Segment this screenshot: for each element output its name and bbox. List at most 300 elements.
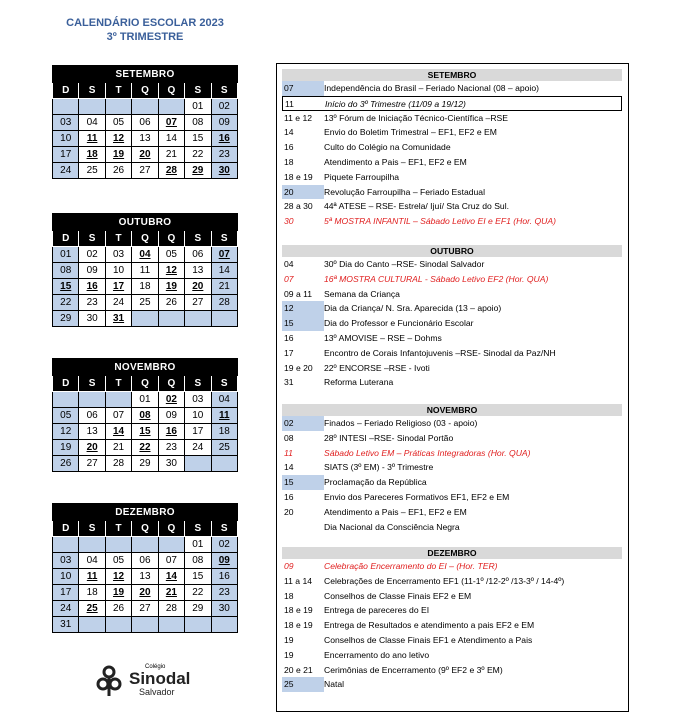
event-date: 18 e 19 bbox=[284, 620, 313, 631]
event-date bbox=[282, 520, 324, 535]
calendar-day: 25 bbox=[79, 163, 105, 179]
calendar-day: 12 bbox=[53, 424, 79, 440]
weekday-header: S bbox=[79, 376, 105, 392]
empty-cell bbox=[158, 537, 184, 553]
weekday-header: T bbox=[105, 376, 131, 392]
calendar-day: 27 bbox=[79, 456, 105, 472]
empty-cell bbox=[185, 617, 211, 633]
event-row bbox=[282, 475, 622, 490]
calendar-novembro bbox=[52, 358, 238, 472]
calendar-day: 27 bbox=[132, 601, 158, 617]
calendar-day: 08 bbox=[185, 115, 211, 131]
empty-cell bbox=[132, 617, 158, 633]
empty-cell bbox=[158, 311, 184, 327]
calendar-title bbox=[60, 16, 230, 44]
events-novembro bbox=[282, 404, 622, 534]
calendar-day: 10 bbox=[105, 263, 131, 279]
event-text: Dia da Criança/ N. Sra. Aparecida (13 – apoio) bbox=[324, 303, 502, 314]
event-row bbox=[282, 170, 622, 185]
empty-cell bbox=[211, 617, 237, 633]
event-row bbox=[282, 677, 622, 692]
empty-cell bbox=[105, 392, 131, 408]
calendar-day: 05 bbox=[53, 408, 79, 424]
event-date: 19 bbox=[284, 634, 294, 645]
event-row bbox=[282, 185, 622, 200]
events-section-header: NOVEMBRO bbox=[282, 404, 622, 416]
event-row bbox=[282, 574, 622, 589]
weekday-header: Q bbox=[132, 83, 158, 99]
event-date: 25 bbox=[282, 677, 324, 692]
event-row bbox=[282, 272, 622, 287]
event-text: Natal bbox=[324, 679, 345, 690]
event-date: 04 bbox=[284, 259, 294, 269]
weekday-header: Q bbox=[132, 521, 158, 537]
event-date: 20 bbox=[284, 506, 294, 517]
event-row bbox=[282, 81, 622, 96]
event-date: 07 bbox=[282, 81, 324, 96]
weekday-header: T bbox=[105, 521, 131, 537]
calendar-day: 20 bbox=[132, 585, 158, 601]
event-text: Cerimônias de Encerramento (9º EF2 e 3º EM) bbox=[324, 664, 503, 675]
weekday-header: D bbox=[53, 231, 79, 247]
logo-city: Salvador bbox=[139, 687, 175, 697]
calendar-day: 29 bbox=[53, 311, 79, 327]
calendar-day: 16 bbox=[158, 424, 184, 440]
calendar-day: 14 bbox=[158, 131, 184, 147]
weekday-header: S bbox=[185, 521, 211, 537]
event-text: Início do 3º Trimestre (11/09 a 19/12) bbox=[325, 98, 466, 109]
event-text: Conselhos de Classe Finais EF1 e Atendimento a Pais bbox=[324, 634, 533, 645]
calendar-day: 26 bbox=[105, 601, 131, 617]
calendar-setembro bbox=[52, 65, 238, 179]
weekday-header: T bbox=[105, 83, 131, 99]
event-text: Dia do Professor e Funcionário Escolar bbox=[324, 318, 474, 329]
event-date: 19 e 20 bbox=[284, 362, 313, 373]
event-row bbox=[282, 287, 622, 302]
weekday-header: Q bbox=[158, 231, 184, 247]
event-date: 31 bbox=[284, 377, 294, 388]
event-text: 13º AMOVISE – RSE – Dohms bbox=[324, 332, 442, 343]
calendar-day: 16 bbox=[79, 279, 105, 295]
events-dezembro bbox=[282, 547, 622, 692]
calendar-day: 23 bbox=[211, 585, 237, 601]
calendar-day: 03 bbox=[53, 115, 79, 131]
calendar-day: 07 bbox=[105, 408, 131, 424]
event-date: 17 bbox=[284, 347, 294, 358]
event-date: 18 bbox=[284, 590, 294, 601]
month-header: SETEMBRO bbox=[53, 66, 238, 83]
calendar-day: 29 bbox=[185, 163, 211, 179]
event-text: Encerramento do ano letivo bbox=[324, 649, 430, 660]
calendar-day: 30 bbox=[79, 311, 105, 327]
event-text: Atendimento a Pais – EF1, EF2 e EM bbox=[324, 156, 467, 167]
event-text: Independência do Brasil – Feriado Nacional (08 – apoio) bbox=[324, 83, 539, 93]
weekday-header: S bbox=[79, 231, 105, 247]
event-row bbox=[282, 331, 622, 346]
calendar-day: 03 bbox=[105, 247, 131, 263]
events-section-header: DEZEMBRO bbox=[282, 547, 622, 559]
calendar-day: 26 bbox=[158, 295, 184, 311]
calendar-day: 20 bbox=[79, 440, 105, 456]
event-row bbox=[282, 155, 622, 170]
weekday-header: S bbox=[79, 83, 105, 99]
event-row bbox=[282, 375, 622, 390]
calendar-day: 10 bbox=[53, 569, 79, 585]
calendar-day: 17 bbox=[53, 147, 79, 163]
empty-cell bbox=[53, 537, 79, 553]
empty-cell bbox=[79, 99, 105, 115]
calendar-day: 13 bbox=[132, 131, 158, 147]
calendar-day: 13 bbox=[79, 424, 105, 440]
school-logo bbox=[95, 660, 205, 700]
events-outubro bbox=[282, 245, 622, 390]
event-row bbox=[282, 199, 622, 214]
event-row bbox=[282, 559, 622, 574]
calendar-day: 11 bbox=[79, 131, 105, 147]
event-text: SIATS (3º EM) - 3º Trimestre bbox=[324, 462, 434, 473]
weekday-header: S bbox=[211, 376, 237, 392]
calendar-day: 10 bbox=[185, 408, 211, 424]
event-date: 11 bbox=[285, 98, 294, 109]
event-row bbox=[282, 589, 622, 604]
weekday-header: S bbox=[185, 231, 211, 247]
calendar-day: 25 bbox=[211, 440, 237, 456]
calendar-day: 18 bbox=[79, 585, 105, 601]
weekday-header: Q bbox=[158, 376, 184, 392]
event-text: 28º INTESI –RSE- Sinodal Portão bbox=[324, 432, 454, 443]
event-date: 16 bbox=[284, 491, 294, 502]
event-date: 12 bbox=[282, 301, 324, 316]
empty-cell bbox=[53, 392, 79, 408]
event-date: 16 bbox=[284, 142, 294, 153]
calendar-day: 07 bbox=[158, 553, 184, 569]
calendar-day: 12 bbox=[105, 131, 131, 147]
calendar-day: 17 bbox=[53, 585, 79, 601]
weekday-header: S bbox=[211, 521, 237, 537]
calendar-day: 23 bbox=[79, 295, 105, 311]
calendar-day: 31 bbox=[105, 311, 131, 327]
event-date: 28 a 30 bbox=[284, 201, 313, 212]
calendar-day: 25 bbox=[79, 601, 105, 617]
event-row bbox=[282, 663, 622, 678]
calendar-day: 30 bbox=[211, 601, 237, 617]
event-text: 30º Dia do Canto –RSE- Sinodal Salvador bbox=[324, 259, 485, 269]
event-date: 18 e 19 bbox=[284, 171, 313, 182]
calendar-day: 20 bbox=[185, 279, 211, 295]
event-row bbox=[282, 257, 622, 272]
calendar-day: 26 bbox=[53, 456, 79, 472]
calendar-day: 13 bbox=[132, 569, 158, 585]
calendar-day: 02 bbox=[158, 392, 184, 408]
event-date: 14 bbox=[284, 462, 294, 473]
calendar-day: 18 bbox=[132, 279, 158, 295]
event-date: 11 a 14 bbox=[284, 575, 313, 586]
calendar-day: 01 bbox=[185, 537, 211, 553]
event-date: 08 bbox=[284, 432, 294, 443]
event-text: Envio dos Pareceres Formativos EF1, EF2 e EM bbox=[324, 491, 510, 502]
event-row bbox=[282, 446, 622, 461]
event-date: 18 bbox=[284, 156, 294, 167]
empty-cell bbox=[79, 617, 105, 633]
calendar-day: 20 bbox=[132, 147, 158, 163]
empty-cell bbox=[185, 311, 211, 327]
event-text: Entrega de pareceres do EI bbox=[324, 605, 430, 616]
event-text: Piquete Farroupilha bbox=[324, 171, 400, 182]
event-row bbox=[282, 96, 622, 111]
calendar-day: 08 bbox=[53, 263, 79, 279]
calendar-day: 28 bbox=[211, 295, 237, 311]
calendar-day: 07 bbox=[211, 247, 237, 263]
weekday-header: Q bbox=[132, 231, 158, 247]
empty-cell bbox=[79, 537, 105, 553]
events-setembro bbox=[282, 69, 622, 229]
calendar-dezembro bbox=[52, 503, 238, 633]
event-date: 19 bbox=[284, 649, 294, 660]
calendar-day: 04 bbox=[79, 115, 105, 131]
calendar-day: 02 bbox=[79, 247, 105, 263]
calendar-day: 11 bbox=[132, 263, 158, 279]
event-date: 11 e 12 bbox=[284, 112, 313, 123]
calendar-day: 26 bbox=[105, 163, 131, 179]
month-header: OUTUBRO bbox=[53, 214, 238, 231]
event-row bbox=[282, 431, 622, 446]
event-text: Semana da Criança bbox=[324, 288, 400, 299]
calendar-day: 25 bbox=[132, 295, 158, 311]
title-line2: 3º TRIMESTRE bbox=[106, 31, 184, 43]
calendar-day: 18 bbox=[79, 147, 105, 163]
calendar-day: 28 bbox=[158, 601, 184, 617]
event-text: Sábado Letivo EM – Práticas Integradoras (Hor. QUA) bbox=[324, 447, 531, 458]
event-date: 09 a 11 bbox=[284, 288, 313, 299]
calendar-day: 16 bbox=[211, 131, 237, 147]
event-text: 16ª MOSTRA CULTURAL - Sábado Letivo EF2 (Hor. QUA) bbox=[324, 273, 549, 284]
calendar-day: 03 bbox=[185, 392, 211, 408]
calendar-day: 09 bbox=[211, 553, 237, 569]
event-text: Proclamação da República bbox=[324, 477, 427, 488]
event-row bbox=[282, 603, 622, 618]
weekday-header: Q bbox=[158, 83, 184, 99]
calendar-day: 16 bbox=[211, 569, 237, 585]
weekday-header: S bbox=[185, 83, 211, 99]
empty-cell bbox=[211, 311, 237, 327]
events-section-header: SETEMBRO bbox=[282, 69, 622, 81]
month-header: NOVEMBRO bbox=[53, 359, 238, 376]
calendar-day: 24 bbox=[105, 295, 131, 311]
event-row bbox=[282, 111, 622, 126]
empty-cell bbox=[158, 99, 184, 115]
calendar-day: 30 bbox=[211, 163, 237, 179]
event-text: Reforma Luterana bbox=[324, 377, 394, 388]
event-text: Celebrações de Encerramento EF1 (11-1º /12-2º /13-3º / 14-4º) bbox=[324, 575, 565, 586]
event-row bbox=[282, 214, 622, 229]
event-date: 07 bbox=[284, 273, 294, 284]
calendar-day: 11 bbox=[211, 408, 237, 424]
month-header: DEZEMBRO bbox=[53, 504, 238, 521]
empty-cell bbox=[105, 537, 131, 553]
event-row bbox=[282, 460, 622, 475]
calendar-day: 15 bbox=[185, 131, 211, 147]
calendar-day: 29 bbox=[185, 601, 211, 617]
event-date: 02 bbox=[282, 416, 324, 431]
event-text: Envio do Boletim Trimestral – EF1, EF2 e EM bbox=[324, 127, 497, 138]
calendar-day: 17 bbox=[185, 424, 211, 440]
calendar-day: 22 bbox=[185, 147, 211, 163]
events-section-header: OUTUBRO bbox=[282, 245, 622, 257]
calendar-day: 04 bbox=[211, 392, 237, 408]
calendar-day: 01 bbox=[185, 99, 211, 115]
calendar-day: 02 bbox=[211, 537, 237, 553]
calendar-day: 01 bbox=[132, 392, 158, 408]
calendar-day: 06 bbox=[185, 247, 211, 263]
event-text: Atendimento a Pais – EF1, EF2 e EM bbox=[324, 506, 467, 517]
calendar-day: 30 bbox=[158, 456, 184, 472]
calendar-day: 12 bbox=[105, 569, 131, 585]
calendar-day: 22 bbox=[185, 585, 211, 601]
calendar-day: 09 bbox=[211, 115, 237, 131]
event-row bbox=[282, 520, 622, 535]
calendar-day: 21 bbox=[158, 147, 184, 163]
empty-cell bbox=[132, 537, 158, 553]
calendar-day: 02 bbox=[211, 99, 237, 115]
event-text: 13º Fórum de Iniciação Técnico-Científica –RSE bbox=[324, 112, 509, 123]
event-date: 15 bbox=[282, 316, 324, 331]
calendar-day: 21 bbox=[158, 585, 184, 601]
event-text: Finados – Feriado Religioso (03 - apoio) bbox=[324, 418, 478, 428]
logo-name: Sinodal bbox=[129, 669, 191, 688]
event-date: 30 bbox=[284, 216, 294, 227]
event-row bbox=[282, 125, 622, 140]
event-text: Entrega de Resultados e atendimento a pais EF2 e EM bbox=[324, 620, 535, 631]
calendar-day: 11 bbox=[79, 569, 105, 585]
calendar-day: 08 bbox=[132, 408, 158, 424]
empty-cell bbox=[211, 456, 237, 472]
calendar-day: 27 bbox=[185, 295, 211, 311]
weekday-header: S bbox=[211, 83, 237, 99]
empty-cell bbox=[105, 99, 131, 115]
weekday-header: D bbox=[53, 521, 79, 537]
calendar-day: 14 bbox=[158, 569, 184, 585]
event-row bbox=[282, 361, 622, 376]
calendar-day: 23 bbox=[158, 440, 184, 456]
event-text: Celebração Encerramento do EI – (Hor. TER) bbox=[324, 561, 498, 571]
event-row bbox=[282, 140, 622, 155]
calendar-day: 24 bbox=[185, 440, 211, 456]
weekday-header: D bbox=[53, 376, 79, 392]
calendar-day: 24 bbox=[53, 163, 79, 179]
calendar-day: 28 bbox=[158, 163, 184, 179]
calendar-day: 06 bbox=[132, 115, 158, 131]
weekday-header: S bbox=[211, 231, 237, 247]
event-date: 11 bbox=[284, 447, 293, 458]
event-row bbox=[282, 346, 622, 361]
calendar-day: 09 bbox=[79, 263, 105, 279]
calendar-day: 12 bbox=[158, 263, 184, 279]
calendar-day: 19 bbox=[105, 585, 131, 601]
calendar-day: 22 bbox=[53, 295, 79, 311]
weekday-header: S bbox=[185, 376, 211, 392]
calendar-day: 17 bbox=[105, 279, 131, 295]
calendar-day: 14 bbox=[105, 424, 131, 440]
calendar-outubro bbox=[52, 213, 238, 327]
calendar-day: 08 bbox=[185, 553, 211, 569]
calendar-day: 05 bbox=[105, 553, 131, 569]
calendar-day: 06 bbox=[132, 553, 158, 569]
calendar-day: 15 bbox=[53, 279, 79, 295]
title-line1: CALENDÁRIO ESCOLAR 2023 bbox=[66, 17, 224, 29]
calendar-day: 09 bbox=[158, 408, 184, 424]
calendar-day: 06 bbox=[79, 408, 105, 424]
event-text: Encontro de Corais Infantojuvenis –RSE- Sinodal da Paz/NH bbox=[324, 347, 556, 358]
event-date: 20 bbox=[282, 185, 324, 200]
empty-cell bbox=[53, 99, 79, 115]
calendar-day: 05 bbox=[158, 247, 184, 263]
weekday-header: S bbox=[79, 521, 105, 537]
calendar-day: 28 bbox=[105, 456, 131, 472]
event-row bbox=[282, 416, 622, 431]
event-row bbox=[282, 618, 622, 633]
event-date: 09 bbox=[284, 561, 294, 571]
calendar-day: 31 bbox=[53, 617, 79, 633]
calendar-day: 22 bbox=[132, 440, 158, 456]
empty-cell bbox=[132, 311, 158, 327]
event-text: Dia Nacional da Consciência Negra bbox=[324, 521, 460, 532]
weekday-header: Q bbox=[158, 521, 184, 537]
event-row bbox=[282, 633, 622, 648]
event-date: 18 e 19 bbox=[284, 605, 313, 616]
calendar-day: 24 bbox=[53, 601, 79, 617]
weekday-header: T bbox=[105, 231, 131, 247]
calendar-day: 03 bbox=[53, 553, 79, 569]
calendar-day: 18 bbox=[211, 424, 237, 440]
empty-cell bbox=[105, 617, 131, 633]
calendar-day: 04 bbox=[79, 553, 105, 569]
calendar-day: 13 bbox=[185, 263, 211, 279]
event-text: Revolução Farroupilha – Feriado Estadual bbox=[324, 186, 485, 197]
calendar-day: 01 bbox=[53, 247, 79, 263]
calendar-day: 15 bbox=[185, 569, 211, 585]
event-row bbox=[282, 505, 622, 520]
event-date: 16 bbox=[284, 332, 294, 343]
calendar-day: 10 bbox=[53, 131, 79, 147]
calendar-day: 19 bbox=[53, 440, 79, 456]
event-row bbox=[282, 648, 622, 663]
empty-cell bbox=[158, 617, 184, 633]
calendar-day: 15 bbox=[132, 424, 158, 440]
event-row bbox=[282, 301, 622, 316]
weekday-header: Q bbox=[132, 376, 158, 392]
calendar-day: 04 bbox=[132, 247, 158, 263]
event-date: 20 e 21 bbox=[284, 664, 313, 675]
empty-cell bbox=[132, 99, 158, 115]
event-date: 14 bbox=[284, 127, 294, 138]
calendar-day: 19 bbox=[105, 147, 131, 163]
event-text: 5ª MOSTRA INFANTIL – Sábado Letivo EI e EF1 (Hor. QUA) bbox=[324, 216, 556, 227]
calendar-day: 21 bbox=[105, 440, 131, 456]
empty-cell bbox=[185, 456, 211, 472]
event-row bbox=[282, 490, 622, 505]
logo-small-text: Colégio bbox=[145, 664, 166, 670]
calendar-day: 29 bbox=[132, 456, 158, 472]
calendar-day: 19 bbox=[158, 279, 184, 295]
event-text: Conselhos de Classe Finais EF2 e EM bbox=[324, 590, 472, 601]
calendar-day: 21 bbox=[211, 279, 237, 295]
event-date: 15 bbox=[282, 475, 324, 490]
weekday-header: D bbox=[53, 83, 79, 99]
empty-cell bbox=[79, 392, 105, 408]
calendar-day: 05 bbox=[105, 115, 131, 131]
event-text: Culto do Colégio na Comunidade bbox=[324, 142, 451, 153]
calendar-day: 07 bbox=[158, 115, 184, 131]
